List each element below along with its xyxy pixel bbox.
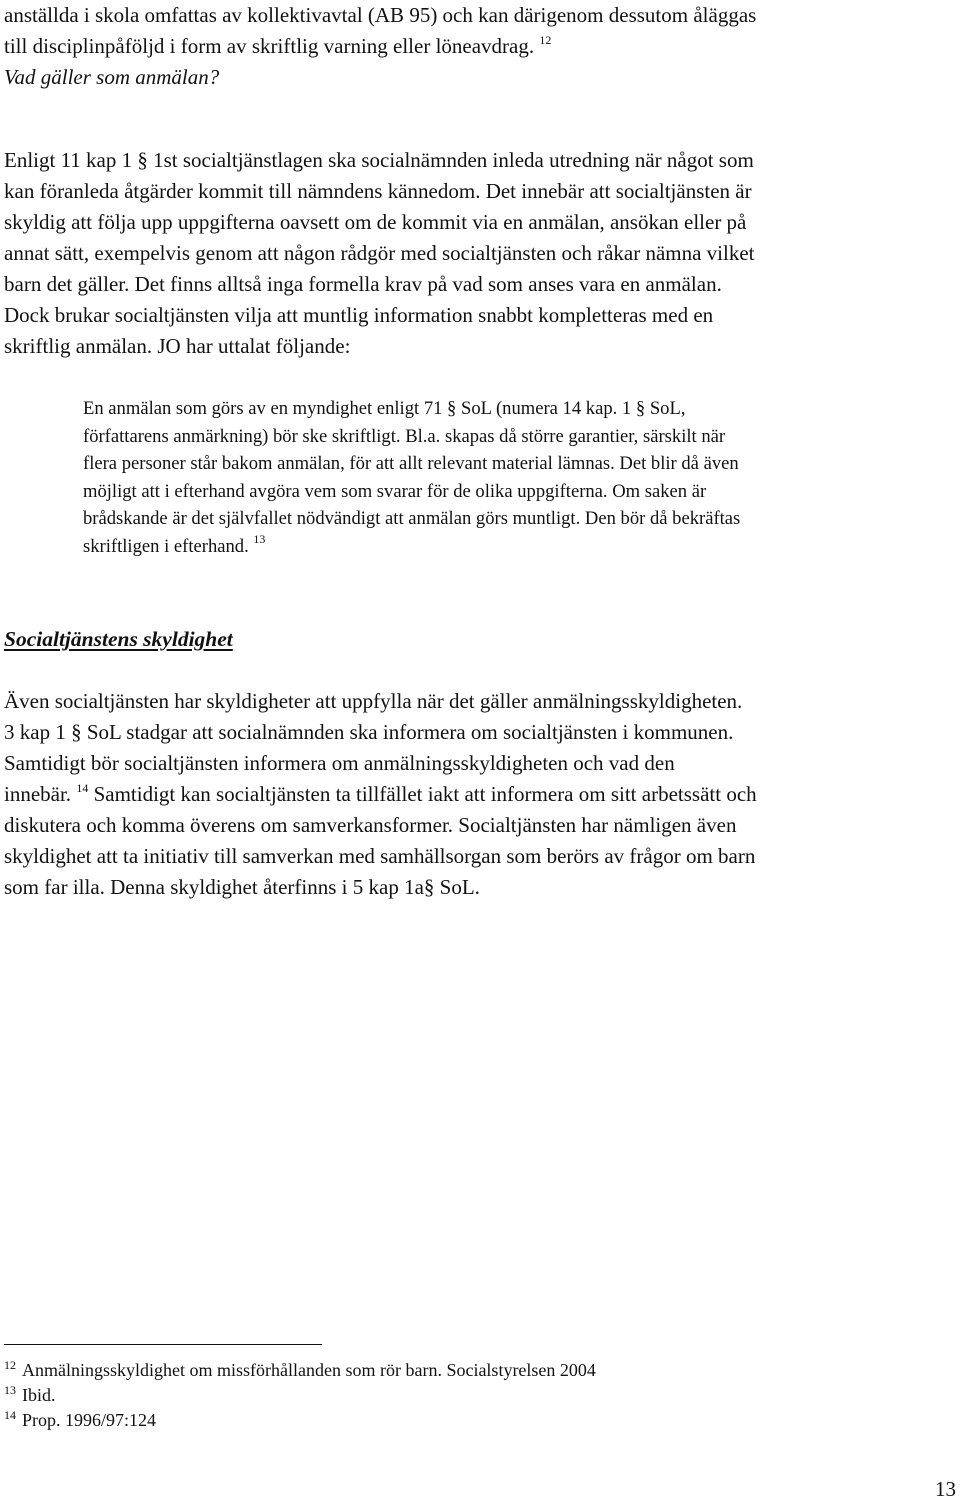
footnote-item xyxy=(4,1383,944,1408)
footnote-text: Prop. 1996/97:124 xyxy=(22,1410,157,1430)
text-line: diskutera och komma överens om samverkansformer. Socialtjänsten har nämligen även xyxy=(4,813,737,837)
text-line: som far illa. Denna skyldighet återfinns i 5 kap 1a§ SoL. xyxy=(4,875,480,899)
footnote-ref: 12 xyxy=(539,33,552,47)
text-line: skyldighet att ta initiativ till samverkan med samhällsorgan som berörs av frågor om barn xyxy=(4,844,756,868)
block-quote xyxy=(83,395,943,560)
text-line: kan föranleda åtgärder kommit till nämndens kännedom. Det innebär att socialtjänsten är xyxy=(4,179,752,203)
text-segment: till disciplinpåföljd i form av skriftlig varning eller löneavdrag. xyxy=(4,34,535,58)
footnote-text: Anmälningsskyldighet om missförhållanden som rör barn. Socialstyrelsen 2004 xyxy=(22,1360,596,1380)
footnote-ref: 14 xyxy=(76,781,89,795)
text-segment: innebär. xyxy=(4,782,72,806)
text-line: barn det gäller. Det finns alltså inga formella krav på vad som anses vara en anmälan. xyxy=(4,272,722,296)
page-number: 13 xyxy=(935,1477,956,1501)
text-segment: Samtidigt kan socialtjänsten ta tillfället iakt att informera om sitt arbetssätt och xyxy=(88,782,757,806)
section-paragraph xyxy=(4,686,956,903)
text-line: annat sätt, exempelvis genom att någon rådgör med socialtjänsten och råkar nämna vilket xyxy=(4,241,755,265)
main-paragraph xyxy=(4,145,956,362)
footnotes xyxy=(4,1358,944,1433)
text-line: Samtidigt bör socialtjänsten informera om anmälningsskyldigheten och vad den xyxy=(4,751,675,775)
quote-line: flera personer står bakom anmälan, för att allt relevant material lämnas. Det blir då även xyxy=(83,453,739,474)
quote-line: brådskande är det självfallet nödvändigt att anmälan görs muntligt. Den bör då bekräftas xyxy=(83,508,741,529)
text-segment: skriftligen i efterhand. xyxy=(83,535,249,557)
quote-line: En anmälan som görs av en myndighet enligt 71 § SoL (numera 14 kap. 1 § SoL, xyxy=(83,398,686,419)
text-line: 3 kap 1 § SoL stadgar att socialnämnden ska informera om socialtjänsten i kommunen. xyxy=(4,720,734,744)
text-line xyxy=(4,779,956,810)
footnote-number: 14 xyxy=(4,1408,16,1422)
text-line: Även socialtjänsten har skyldigheter att uppfylla när det gäller anmälningsskyldigheten. xyxy=(4,689,743,713)
subheading-text: Vad gäller som anmälan? xyxy=(4,65,220,89)
footnote-item xyxy=(4,1408,944,1433)
footnote-text: Ibid. xyxy=(22,1385,56,1405)
top-paragraph xyxy=(4,0,956,62)
text-line xyxy=(4,31,956,62)
subheading xyxy=(4,62,956,93)
text-line: anställda i skola omfattas av kollektivavtal (AB 95) och kan därigenom dessutom åläggas xyxy=(4,3,757,27)
footnote-number: 13 xyxy=(4,1383,16,1397)
quote-line: författarens anmärkning) bör ske skriftligt. Bl.a. skapas då större garantier, särskilt när xyxy=(83,425,726,447)
footnote-item xyxy=(4,1358,944,1383)
quote-line xyxy=(83,533,943,561)
section-heading: Socialtjänstens skyldighet xyxy=(4,627,233,651)
text-line: skriftlig anmälan. JO har uttalat följande: xyxy=(4,334,351,358)
footnote-divider xyxy=(4,1344,322,1345)
text-line: Dock brukar socialtjänsten vilja att muntlig information snabbt kompletteras med en xyxy=(4,303,714,327)
footnote-ref: 13 xyxy=(253,531,266,546)
text-line: Enligt 11 kap 1 § 1st socialtjänstlagen ska socialnämnden inleda utredning när något som xyxy=(4,148,754,172)
quote-line: möjligt att i efterhand avgöra vem som svarar för de olika uppgifterna. Om saken är xyxy=(83,480,707,502)
text-line: skyldig att följa upp uppgifterna oavsett om de kommit via en anmälan, ansökan eller på xyxy=(4,210,747,234)
footnote-number: 12 xyxy=(4,1358,16,1372)
